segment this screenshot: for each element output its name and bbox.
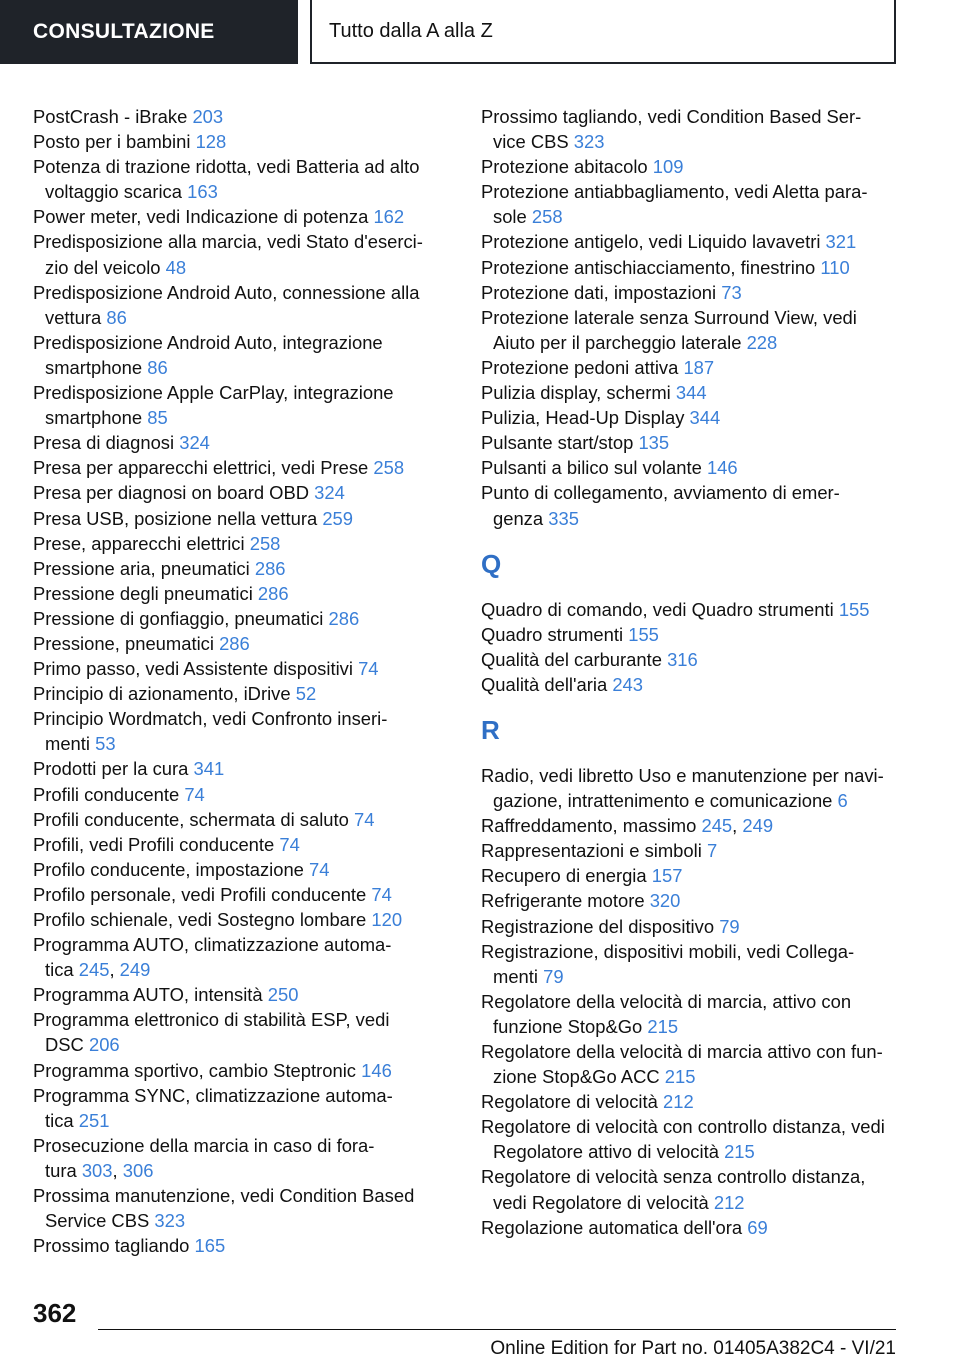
index-entry (33, 1083, 438, 1133)
entry-text: Profili conducente (33, 783, 180, 805)
page-link[interactable]: 251 (78, 1109, 110, 1131)
entry-text-continued: genza (493, 507, 544, 529)
page-link[interactable]: 245 (701, 815, 733, 837)
section-tab (0, 0, 298, 64)
section-letter: R (481, 714, 500, 745)
index-entry (481, 430, 901, 455)
page-link[interactable]: 73 (721, 281, 742, 303)
entry-text: Predisposizione alla marcia, vedi Stato d'eserci- (33, 231, 423, 253)
index-entry (481, 1039, 901, 1089)
entry-text: Prodotti per la cura (33, 758, 189, 780)
page-link[interactable]: 344 (675, 382, 707, 404)
entry-text-continued: Service CBS (45, 1210, 150, 1232)
page-link[interactable]: 286 (328, 607, 360, 629)
entry-text: Protezione laterale senza Surround View, vedi (481, 306, 857, 328)
entry-text: Prosecuzione della marcia in caso di fora- (33, 1134, 375, 1156)
index-entry (33, 1007, 438, 1057)
page-link[interactable]: 48 (165, 256, 187, 278)
index-entry (481, 229, 901, 254)
page-link[interactable]: 249 (119, 959, 151, 981)
index-entry (33, 581, 438, 606)
section-title: CONSULTAZIONE (33, 20, 215, 43)
entry-text: Punto di collegamento, avviamento di emer- (481, 482, 840, 504)
index-entry (481, 597, 901, 622)
page-link[interactable]: 286 (254, 557, 286, 579)
index-entry (33, 882, 438, 907)
entry-text: Regolatore della velocità di marcia attivo con fun- (481, 1041, 883, 1062)
page-link[interactable]: 341 (193, 758, 225, 780)
index-entry (481, 622, 901, 647)
index-entry (481, 989, 901, 1039)
entry-text: Recupero di energia (481, 865, 647, 887)
entry-text: PostCrash - iBrake (33, 106, 188, 127)
entry-text: Principio Wordmatch, vedi Confronto inseri- (33, 708, 388, 730)
entry-text: Protezione dati, impostazioni (481, 281, 717, 303)
page-link[interactable]: 155 (838, 598, 870, 620)
index-entry (33, 556, 438, 581)
page-link[interactable]: 306 (122, 1159, 154, 1181)
index-entry (33, 1183, 438, 1233)
page-link[interactable]: 344 (689, 407, 721, 429)
page-link[interactable]: 258 (373, 457, 405, 479)
index-entry (481, 455, 901, 480)
page-link[interactable]: 212 (713, 1191, 745, 1213)
entry-text: Protezione pedoni attiva (481, 356, 679, 378)
entry-text: Posto per i bambini (33, 131, 191, 153)
index-entry (481, 863, 901, 888)
index-entry (33, 229, 438, 279)
entry-text: Pressione, pneumatici (33, 632, 214, 654)
entry-text: Programma elettronico di stabilità ESP, vedi (33, 1009, 390, 1031)
index-entry (481, 154, 901, 179)
page-link[interactable]: 321 (825, 231, 857, 253)
index-entry (33, 104, 438, 129)
page-link[interactable]: 6 (837, 790, 848, 812)
chapter-title: Tutto dalla A alla Z (329, 19, 493, 42)
entry-text: Qualità dell'aria (481, 673, 608, 695)
entry-text: Principio di azionamento, iDrive (33, 683, 291, 705)
page-link[interactable]: 215 (647, 1015, 679, 1037)
index-entry (481, 104, 901, 154)
page-link[interactable]: 320 (649, 890, 681, 912)
page-link[interactable]: 228 (746, 331, 778, 353)
entry-text-continued: Aiuto per il parcheggio laterale (493, 331, 742, 353)
page-link[interactable]: 187 (683, 356, 715, 378)
footer-edition: Online Edition for Part no. 01405A382C4 - VI/21 (490, 1338, 896, 1359)
entry-text: Regolazione automatica dell'ora (481, 1216, 743, 1238)
index-entry (481, 480, 901, 530)
page-link[interactable]: 74 (371, 883, 392, 905)
entry-text-continued: vice CBS (493, 131, 569, 153)
page-link[interactable]: 206 (88, 1034, 120, 1056)
entry-text: Pressione aria, pneumatici (33, 557, 250, 579)
entry-text: Regolatore di velocità (481, 1091, 658, 1113)
entry-text-continued: sole (493, 206, 527, 228)
index-entry (33, 982, 438, 1007)
index-entry (481, 939, 901, 989)
page-link[interactable]: 79 (719, 915, 740, 937)
index-entry (481, 1089, 901, 1114)
index-entry (481, 1164, 901, 1214)
entry-text-continued: smartphone (45, 407, 143, 429)
entry-text: Protezione antigelo, vedi Liquido lavavetri (481, 231, 821, 253)
entry-text: Pulizia display, schermi (481, 382, 671, 404)
page-link[interactable]: 286 (257, 582, 289, 604)
page-link[interactable]: 110 (820, 256, 850, 278)
entry-text-continued: zione Stop&Go ACC (493, 1066, 660, 1088)
entry-text: Protezione antiabbagliamento, vedi Aletta para- (481, 181, 868, 203)
entry-text: Prossimo tagliando (33, 1235, 190, 1257)
entry-text-continued: vettura (45, 306, 102, 328)
page-link[interactable]: 86 (106, 306, 127, 328)
index-entry (481, 1114, 901, 1164)
entry-text: Programma sportivo, cambio Steptronic (33, 1059, 356, 1081)
entry-text: Rappresentazioni e simboli (481, 840, 702, 862)
page-link[interactable]: 245 (78, 959, 110, 981)
index-entry (481, 280, 901, 305)
page-link[interactable]: 69 (747, 1216, 768, 1238)
entry-text-continued: zio del veicolo (45, 256, 161, 278)
footer-rule (98, 1329, 896, 1330)
page-link[interactable]: 155 (628, 623, 659, 645)
index-entry (33, 1233, 438, 1258)
section-letter: Q (481, 548, 502, 579)
index-entry (481, 179, 901, 229)
index-entry (33, 631, 438, 656)
index-entry (481, 888, 901, 913)
index-entry (481, 1215, 901, 1240)
entry-text-continued: tura (45, 1159, 77, 1181)
index-entry (33, 681, 438, 706)
entry-text: Protezione abitacolo (481, 156, 648, 178)
index-column-right (481, 104, 901, 1240)
entry-text: Programma AUTO, climatizzazione automa- (33, 934, 392, 956)
entry-text: Profili, vedi Profili conducente (33, 833, 275, 855)
entry-text: Prossima manutenzione, vedi Condition Based (33, 1185, 415, 1207)
index-entry (33, 430, 438, 455)
entry-text: Pulsanti a bilico sul volante (481, 457, 702, 479)
page-link[interactable]: 85 (147, 407, 168, 429)
index-entry (481, 914, 901, 939)
entry-text-continued: tica (45, 959, 74, 981)
page-link[interactable]: 86 (147, 356, 168, 378)
page-link[interactable]: 203 (192, 106, 224, 127)
entry-text-continued: gazione, intrattenimento e comunicazione (493, 790, 833, 812)
page-link[interactable]: 323 (154, 1210, 186, 1232)
page-link[interactable]: 74 (184, 783, 205, 805)
index-entry (481, 838, 901, 863)
index-entry (481, 305, 901, 355)
index-entry (481, 380, 901, 405)
entry-text: Pulizia, Head-Up Display (481, 407, 685, 429)
page-link[interactable]: 157 (651, 865, 683, 887)
index-entry (33, 606, 438, 631)
entry-text: Pressione degli pneumatici (33, 582, 253, 604)
page-link[interactable]: 250 (267, 984, 299, 1006)
entry-text: Quadro strumenti (481, 623, 624, 645)
entry-text: Potenza di trazione ridotta, vedi Batteria ad alto (33, 156, 420, 178)
index-entry (33, 506, 438, 531)
index-entry (481, 255, 901, 280)
entry-text-continued: DSC (45, 1034, 84, 1056)
page-link[interactable]: 74 (279, 833, 300, 855)
entry-text: Protezione antischiacciamento, finestrino (481, 256, 816, 278)
index-entry (33, 204, 438, 229)
index-entry (481, 672, 901, 697)
index-entry (33, 129, 438, 154)
entry-text-continued: Regolatore attivo di velocità (493, 1141, 719, 1163)
entry-text: Prossimo tagliando, vedi Condition Based Ser- (481, 106, 862, 127)
page-link[interactable]: 303 (81, 1159, 113, 1181)
index-entry (33, 907, 438, 932)
entry-text: Registrazione, dispositivi mobili, vedi Collega- (481, 940, 855, 962)
page-link[interactable]: 212 (662, 1091, 694, 1113)
index-entry (481, 647, 901, 672)
entry-text: Profilo personale, vedi Profili conducente (33, 883, 367, 905)
page-link[interactable]: 162 (373, 206, 405, 228)
page-number: 362 (33, 1298, 77, 1328)
page-link[interactable]: 74 (309, 858, 330, 880)
page-link[interactable]: 259 (322, 507, 353, 529)
page-link[interactable]: 7 (706, 840, 718, 862)
index-entry (33, 480, 438, 505)
entry-text: Profili conducente, schermata di saluto (33, 808, 349, 830)
index-entry (481, 355, 901, 380)
index-entry: Raffreddamento, massimo 245, 249 (481, 815, 774, 837)
index-entry (33, 807, 438, 832)
page-link[interactable]: 128 (195, 131, 227, 153)
index-column-left (33, 104, 438, 1258)
entry-text: Programma AUTO, intensità (33, 984, 263, 1006)
entry-text: Pulsante start/stop (481, 432, 634, 454)
index-entry (33, 1058, 438, 1083)
entry-text: Presa per apparecchi elettrici, vedi Prese (33, 457, 369, 479)
entry-text: Presa di diagnosi (33, 432, 175, 454)
index-entry (33, 832, 438, 857)
page-link[interactable]: 286 (219, 632, 250, 654)
entry-text: Presa per diagnosi on board OBD (33, 482, 310, 504)
page-link[interactable]: 146 (361, 1059, 392, 1081)
page-link[interactable]: 79 (543, 965, 564, 987)
page-link[interactable]: 163 (187, 181, 218, 203)
page-link[interactable]: 146 (706, 457, 738, 479)
index-entry: Prosecuzione della marcia in caso di fora- tura 303, 306 (33, 1134, 375, 1181)
index-entry (33, 706, 438, 756)
entry-text: Regolatore di velocità senza controllo distanza, (481, 1166, 866, 1188)
entry-text: Regolatore di velocità con controllo distanza, vedi (481, 1116, 885, 1138)
entry-text: Quadro di comando, vedi Quadro strumenti (481, 598, 834, 620)
entry-text: Prese, apparecchi elettrici (33, 532, 245, 554)
entry-text: Radio, vedi libretto Uso e manutenzione per navi- (481, 764, 884, 786)
page-link[interactable]: 258 (249, 532, 281, 554)
page-link[interactable]: 249 (742, 815, 774, 837)
entry-text: Predisposizione Apple CarPlay, integrazione (33, 382, 394, 404)
page-link[interactable]: 215 (724, 1141, 755, 1163)
index-entry (33, 330, 438, 380)
page-link[interactable]: 52 (295, 683, 317, 705)
entry-text-continued: funzione Stop&Go (493, 1015, 643, 1037)
page-link[interactable]: 324 (314, 482, 345, 504)
page-link[interactable]: 243 (612, 673, 643, 695)
index-entry (481, 763, 901, 813)
page-link[interactable]: 324 (179, 432, 210, 454)
page-link[interactable]: 335 (548, 507, 579, 529)
index-entry (33, 380, 438, 430)
index-entry (33, 857, 438, 882)
entry-text: Programma SYNC, climatizzazione automa- (33, 1084, 393, 1106)
page-link[interactable]: 74 (358, 658, 379, 680)
entry-text: Presa USB, posizione nella vettura (33, 507, 318, 529)
entry-text-continued: menti (45, 733, 90, 755)
entry-text: Predisposizione Android Auto, connessione alla (33, 281, 420, 303)
entry-text: Qualità del carburante (481, 648, 662, 670)
index-entry (33, 756, 438, 781)
page-link[interactable]: 165 (194, 1235, 226, 1257)
page-link[interactable]: 215 (664, 1066, 696, 1088)
page-link[interactable]: 316 (667, 648, 698, 670)
entry-text-continued: vedi Regolatore di velocità (493, 1191, 709, 1213)
index-entry (33, 280, 438, 330)
entry-text: Refrigerante motore (481, 890, 645, 912)
entry-text: Raffreddamento, massimo (481, 815, 697, 837)
entry-text: Registrazione del dispositivo (481, 915, 715, 937)
entry-text-continued: menti (493, 965, 538, 987)
index-entry (481, 405, 901, 430)
page-link[interactable]: 53 (95, 733, 116, 755)
page-link[interactable]: 135 (638, 432, 670, 454)
index-entry (33, 455, 438, 480)
entry-text: Regolatore della velocità di marcia, attivo con (481, 990, 852, 1012)
entry-text-continued: voltaggio scarica (45, 181, 182, 203)
index-entry (33, 531, 438, 556)
entry-text-continued: smartphone (45, 356, 143, 378)
entry-text-continued: tica (45, 1109, 74, 1131)
entry-text: Pressione di gonfiaggio, pneumatici (33, 607, 324, 629)
entry-text: Profilo conducente, impostazione (33, 858, 304, 880)
entry-text: Predisposizione Android Auto, integrazione (33, 331, 383, 353)
page-link[interactable]: 120 (371, 909, 403, 930)
index-entry (33, 656, 438, 681)
page-link[interactable]: 323 (573, 131, 605, 153)
page-link[interactable]: 74 (354, 808, 375, 830)
page-link[interactable]: 258 (531, 206, 563, 228)
entry-text: Power meter, vedi Indicazione di potenza (33, 206, 369, 228)
index-entry: Programma AUTO, climatizzazione automa- tica 245, 249 (33, 934, 392, 981)
page-link[interactable]: 109 (652, 156, 684, 178)
chapter-header (310, 0, 896, 64)
index-entry (33, 154, 438, 204)
entry-text: Primo passo, vedi Assistente dispositivi (33, 658, 353, 680)
index-entry (33, 782, 438, 807)
entry-text: Profilo schienale, vedi Sostegno lombare (33, 909, 367, 930)
